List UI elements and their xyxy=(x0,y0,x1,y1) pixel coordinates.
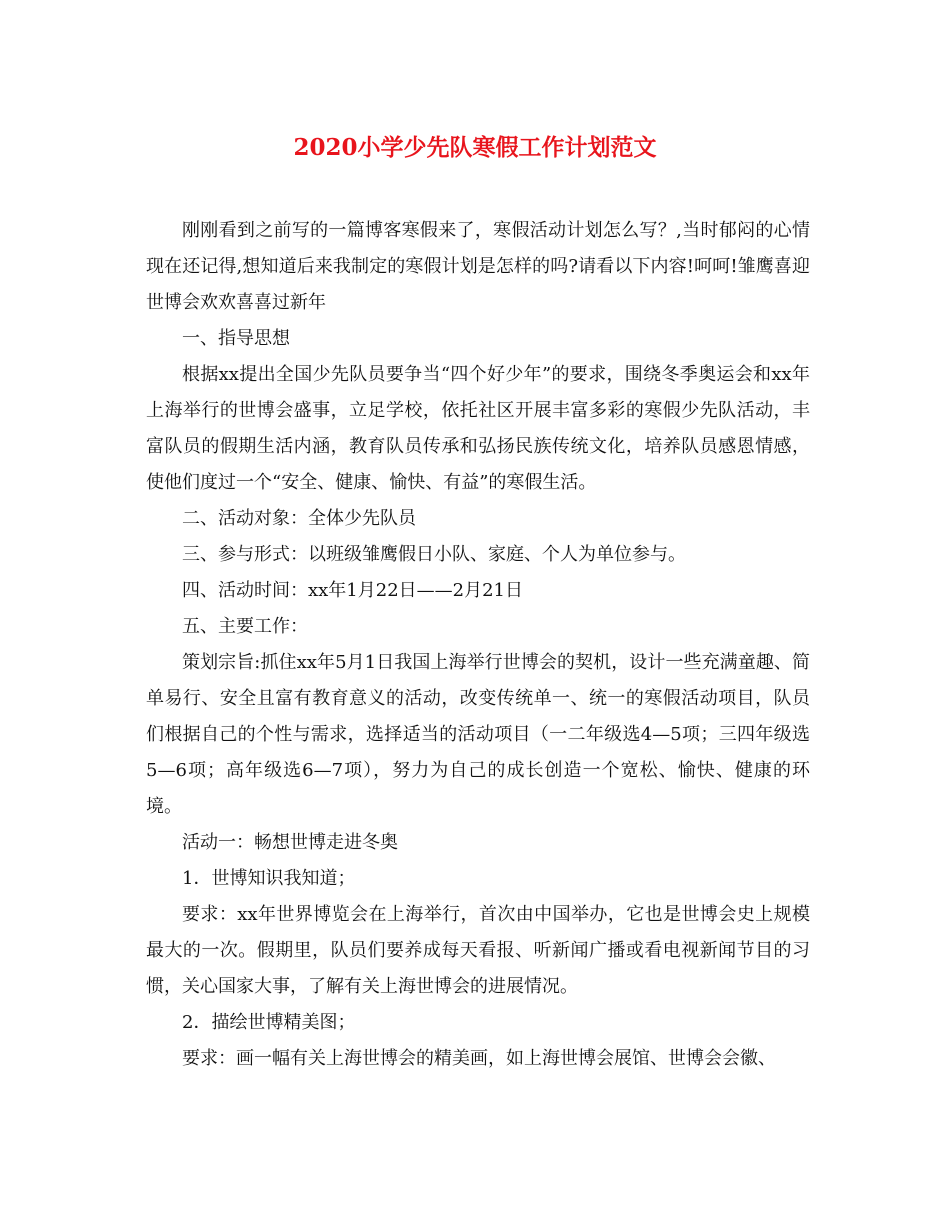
paragraph-activity-time: 四、活动时间：xx年1月22日——2月21日 xyxy=(182,580,524,601)
paragraph-intro: 刚刚看到之前写的一篇博客寒假来了，寒假活动计划怎么写？,当时郁闷的心情现在还记得,想知道后来我制定的寒假计划是怎样的吗?请看以下内容!呵呵!雏鹰喜迎世博会欢欢喜喜过新年 xyxy=(146,220,810,313)
paragraph-requirement-1: 要求：xx年世界博览会在上海举行，首次由中国举办，它也是世博会史上规模最大的一次。假期里，队员们要养成每天看报、听新闻广播或看电视新闻节目的习惯，关心国家大事，了解有关上海世博会的进展情况。 xyxy=(146,904,810,997)
paragraph-planning-purpose: 策划宗旨:抓住xx年5月1日我国上海举行世博会的契机，设计一些充满童趣、简单易行、安全且富有教育意义的活动，改变传统单一、统一的寒假活动项目，队员们根据自己的个性与需求，选择适当的活动项目（一二年级选4—5项；三四年级选5—6项；高年级选6—7项），努力为自己的成长创造一个宽松、愉快、健康的环境。 xyxy=(146,652,810,817)
paragraph-activity-target: 二、活动对象：全体少先队员 xyxy=(182,508,416,529)
paragraph-requirement-2: 要求：画一幅有关上海世博会的精美画，如上海世博会展馆、世博会会徽、 xyxy=(182,1048,776,1069)
document-body xyxy=(146,213,810,1077)
list-item-expo-knowledge: 1．世博知识我知道； xyxy=(182,868,356,889)
heading-activity-one: 活动一：畅想世博走进冬奥 xyxy=(182,832,398,853)
document-title: 2020小学少先队寒假工作计划范文 xyxy=(293,134,657,161)
list-item-expo-drawing: 2．描绘世博精美图； xyxy=(182,1012,356,1033)
heading-guiding-ideology: 一、指导思想 xyxy=(182,328,290,349)
paragraph-guiding-ideology: 根据xx提出全国少先队员要争当“四个好少年”的要求，围绕冬季奥运会和xx年上海举行的世博会盛事，立足学校，依托社区开展丰富多彩的寒假少先队活动，丰富队员的假期生活内涵，教育队员传承和弘扬民族传统文化，培养队员感恩情感，使他们度过一个“安全、健康、愉快、有益”的寒假生活。 xyxy=(146,364,810,493)
paragraph-participation-form: 三、参与形式：以班级雏鹰假日小队、家庭、个人为单位参与。 xyxy=(182,544,686,565)
heading-main-work: 五、主要工作： xyxy=(182,616,308,637)
